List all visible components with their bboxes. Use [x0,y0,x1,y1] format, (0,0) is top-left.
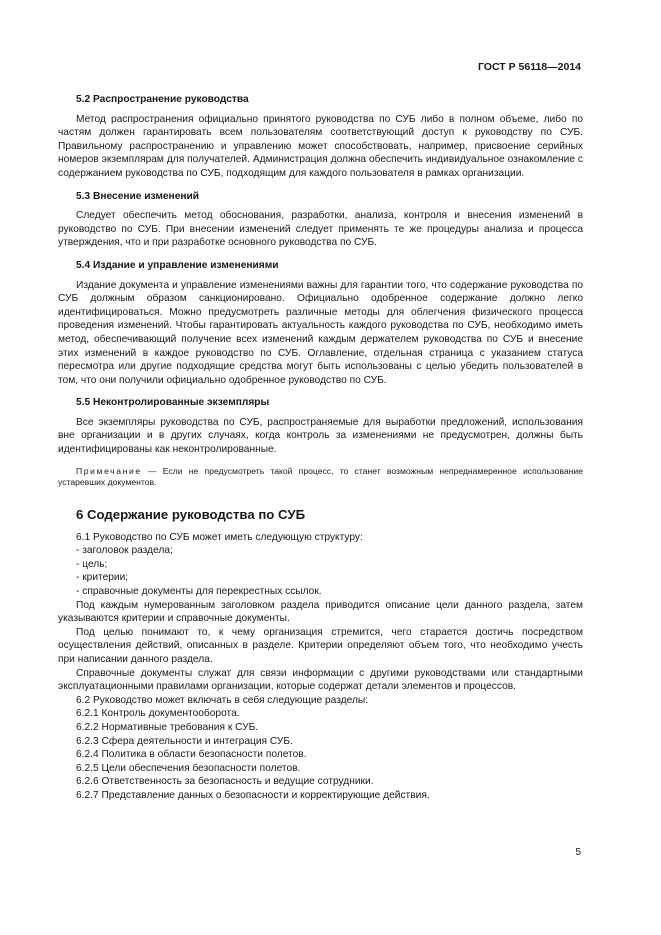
page-number: 5 [575,847,581,858]
clause-6-2: 6.2 Руководство может включать в себя следующие разделы: [76,694,369,706]
paragraph: Издание документа и управление изменениями важны для гарантии того, что содержание руководства по СУБ должным образом санкционировано. Официально одобренное содержание должно легко идентифицироваться. Можно предусмотреть различные методы для облегчения физического процесса проведения изменений. Чтобы гарантировать актуальность каждого руководства по СУБ, необходимо иметь метод, обеспечивающий получение всех изменений каждым держателем руководства по СУБ и внесение этих изменений в каждое руководство по СУБ. Оглавление, отдельная страница с указанием статуса пересмотра или другие подходящие средства могут быть использованы с целью убедить пользователей в том, что они получили официально одобренное руководство по СУБ. [58,279,583,386]
list-item: - цель; [76,558,108,570]
heading-5-4: 5.4 Издание и управление изменениями [76,259,279,271]
list-item: 6.2.4 Политика в области безопасности полетов. [76,749,307,761]
list-item: 6.2.6 Ответственность за безопасность и ведущие сотрудники. [76,776,374,788]
paragraph: Под каждым нумерованным заголовком раздела приводится описание цели данного раздела, затем указываются критерии и справочные документы. [58,599,583,625]
heading-5-3: 5.3 Внесение изменений [76,190,200,202]
heading-5-2: 5.2 Распространение руководства [76,94,249,105]
standard-number: ГОСТ Р 56118—2014 [477,61,581,73]
heading-6: 6 Содержание руководства по СУБ [76,506,306,522]
list-item: 6.2.7 Представление данных о безопасности и корректирующие действия. [76,789,430,801]
paragraph: Все экземпляры руководства по СУБ, распространяемые для выработки предложений, использования вне организации и в других случаях, когда контроль за изменениями не предусмотрен, должны быть идентифицированы как неконтролированные. [58,416,583,456]
paragraph: Справочные документы служат для связи информации с другими руководствами или стандартными эксплуатационными правилами организации, которые содержат детали элементов и процессов. [58,667,583,693]
note [58,466,583,489]
page-content [58,93,583,803]
clause-6-1: 6.1 Руководство по СУБ может иметь следующую структуру: [76,531,363,543]
note-text: — Если не предусмотреть такой процесс, то станет возможным непреднамеренное использование устаревших документов. [58,465,583,488]
paragraph: Следует обеспечить метод обоснования, разработки, анализа, контроля и внесения изменений в руководство по СУБ. При внесении изменений следует применять те же процедуры анализа и процесса утверждения, что и при разработке основного руководства по СУБ. [58,210,583,249]
list-item: - справочные документы для перекрестных ссылок. [76,586,322,598]
paragraph: Метод распространения официально принятого руководства по СУБ либо в полном объеме, либо по частям должен гарантировать всем пользователям соответствующий доступ к руководству по СУБ. Правильному распространению и управлению может способствовать, например, присвоение серийных номеров экземплярам для получателей. Администрация должна обеспечить индивидуальное ознакомление с содержанием руководства по СУБ, подходящим для каждого пользователя в рамках организации. [58,113,583,179]
list-item: 6.2.1 Контроль документооборота. [76,708,240,720]
list-item: - заголовок раздела; [76,545,173,557]
note-label: Примечание [76,465,142,476]
paragraph: Под целью понимают то, к чему организация стремится, чего старается достичь посредством осуществления действий, описанных в разделе. Критерии определяют объем того, что необходимо учесть при написании данного раздела. [58,626,583,665]
heading-5-5: 5.5 Неконтролированные экземпляры [76,397,270,409]
list-item: 6.2.5 Цели обеспечения безопасности полетов. [76,762,301,774]
list-item: - критерии; [76,572,129,584]
list-item: 6.2.3 Сфера деятельности и интеграция СУБ. [76,735,293,747]
list-item: 6.2.2 Нормативные требования к СУБ. [76,721,259,733]
